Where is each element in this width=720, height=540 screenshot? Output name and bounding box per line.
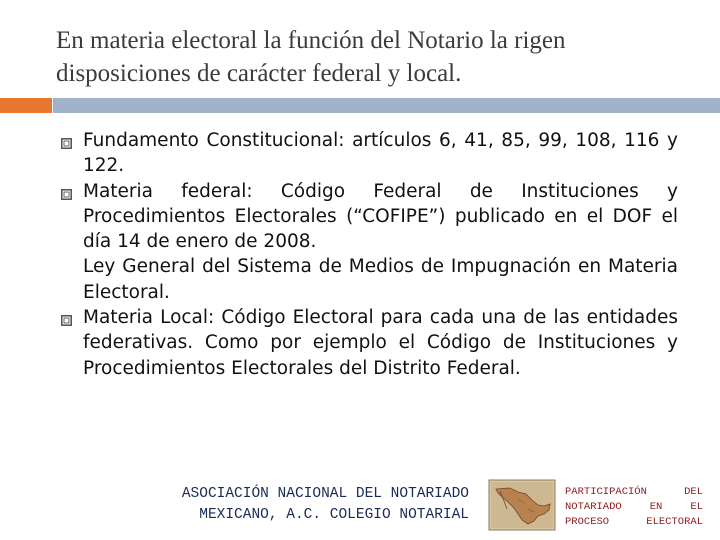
bullet-item-local — [56, 305, 678, 381]
continuation-text: Ley General del Sistema de Medios de Impugnación en Materia Electoral. — [83, 256, 678, 303]
association-line: MEXICANO, A.C. COLEGIO NOTARIAL — [199, 507, 469, 523]
title-rule-band — [52, 98, 720, 113]
program-line: NOTARIADO EN EL — [565, 501, 703, 513]
title-rule-accent — [0, 98, 52, 113]
square-bullet-icon — [61, 189, 72, 200]
title-rule-divider — [52, 98, 53, 113]
bullet-continuation — [56, 254, 678, 305]
bullet-item-constitutional — [56, 128, 678, 179]
association-line: ASOCIACIÓN NACIONAL DEL NOTARIADO — [181, 486, 469, 502]
bullet-text: Materia federal: Código Federal de Instituciones y Procedimientos Electorales (“COFIPE”) publicado en el DOF el día 14 de enero de 2008. — [83, 180, 678, 253]
mexico-map-logo — [488, 479, 556, 531]
bullet-item-federal — [56, 179, 678, 255]
program-name — [565, 485, 703, 530]
association-name — [104, 484, 469, 526]
program-line: PROCESO ELECTORAL — [565, 516, 703, 528]
bullet-list — [56, 128, 678, 381]
slide-title: En materia electoral la función del Notario la rigen disposiciones de carácter federal y local. — [56, 27, 566, 87]
bullet-text: Materia Local: Código Electoral para cada una de las entidades federativas. Como por ejemplo el Código de Instituciones y Procedimientos Electorales del Distrito Federal. — [83, 307, 678, 379]
program-line: PARTICIPACIÓN DEL — [565, 486, 703, 498]
bullet-text: Fundamento Constitucional: artículos 6, 41, 85, 99, 108, 116 y 122. — [83, 130, 678, 177]
square-bullet-icon — [61, 315, 72, 326]
square-bullet-icon — [61, 138, 72, 149]
